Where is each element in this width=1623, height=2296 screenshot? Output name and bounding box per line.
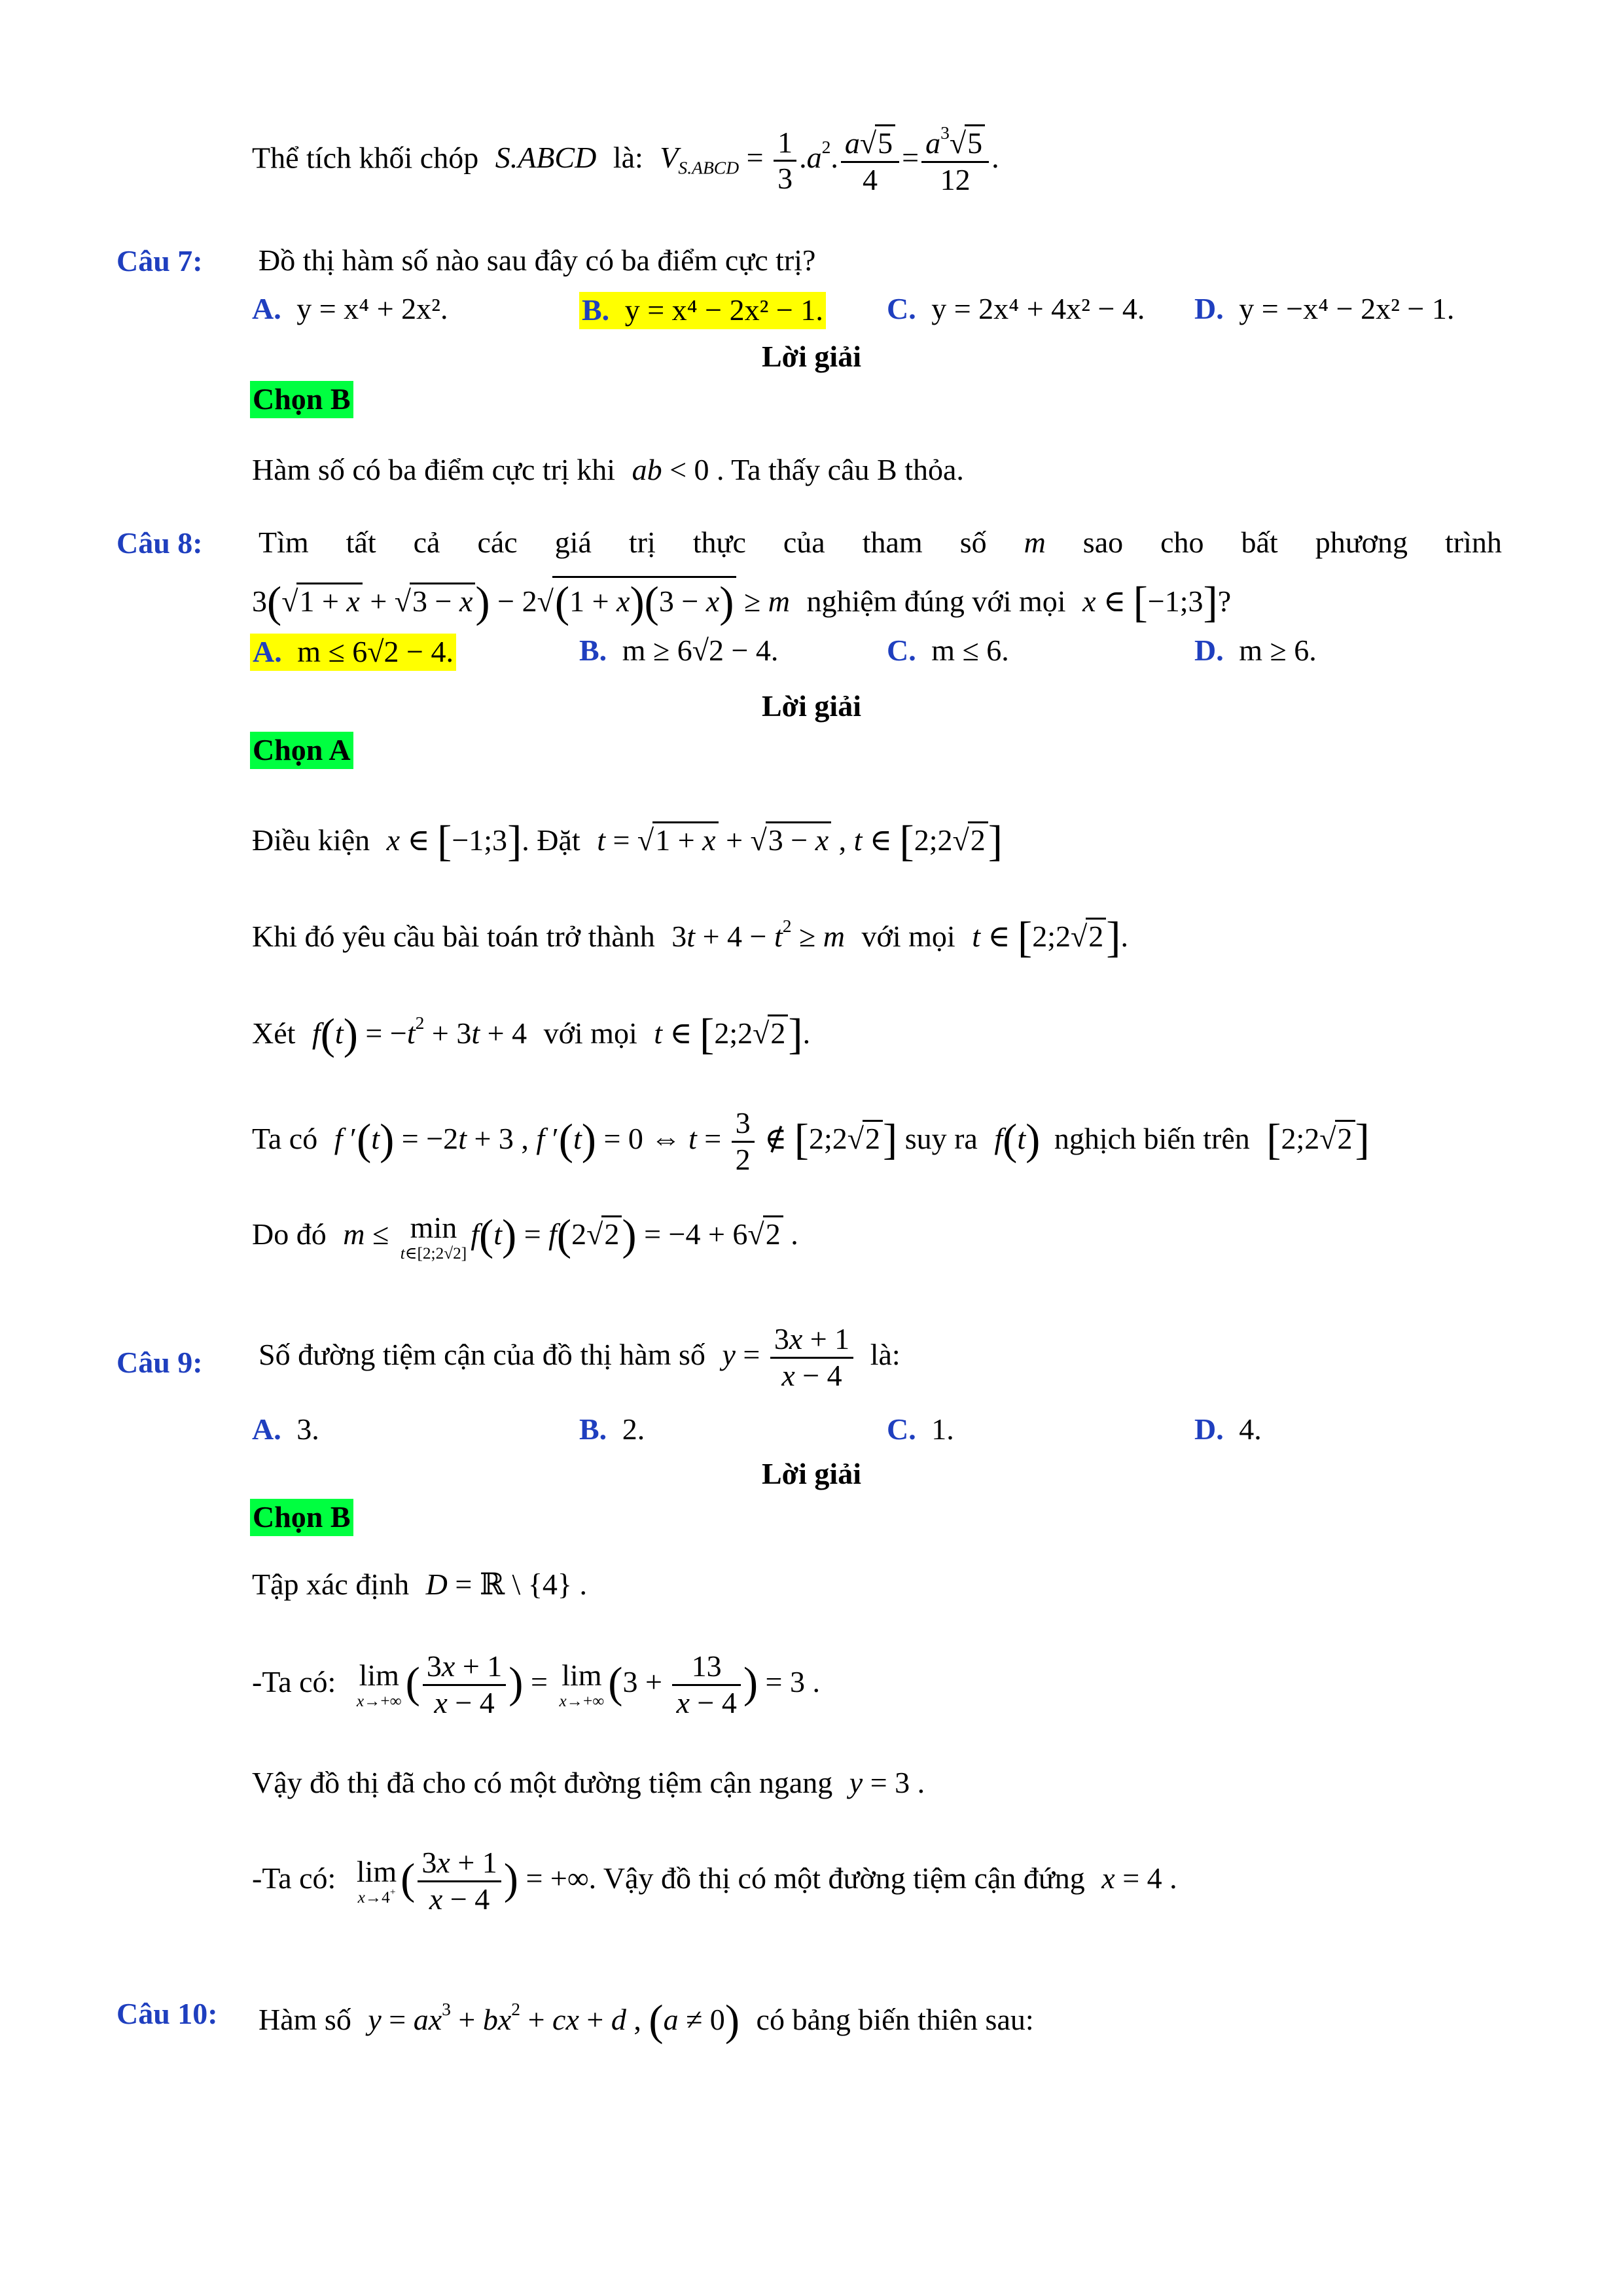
q8-solution-title: Lời giải xyxy=(762,689,861,723)
volume-line xyxy=(252,124,999,198)
option-letter: A. xyxy=(252,1412,281,1446)
option-letter: A. xyxy=(252,292,281,325)
q7-option-d[interactable] xyxy=(1194,292,1454,327)
q8-step3: Xét $f(t) = -t^2 + 3t + 4$ với mọi t ∈ [2;2√2]. xyxy=(252,1011,811,1058)
q9-option-c[interactable] xyxy=(887,1412,954,1447)
option-text: 1. xyxy=(931,1412,954,1446)
q9-step2: -Ta có: lim x→+∞ ( $\frac{3x + 1}{x - 4}$ ) = lim x→+∞ (3 + $\frac{13}{x - 4}$ ) = 3 . xyxy=(252,1649,820,1719)
volume-la: là: xyxy=(613,141,643,175)
q8-option-c[interactable] xyxy=(887,634,1009,668)
explanation-tail: . Ta thấy câu B thỏa. xyxy=(717,453,964,486)
q9-chosen: Chọn B xyxy=(250,1499,353,1536)
option-letter: D. xyxy=(1194,634,1224,667)
q8-line2-tail: nghiệm đúng với mọi xyxy=(806,584,1066,618)
q8-chosen: Chọn A xyxy=(250,732,353,769)
q8-option-b[interactable] xyxy=(579,634,778,668)
q8-step5: Do đó m ≤ min t∈[2;2√2] f(t) = f(2√2) = −4 + 6√2 . xyxy=(252,1211,798,1263)
q8-inequality: 3(√1 + x + √3 − x) − 2√(1 + x)(3 − x) ≥ m xyxy=(252,584,790,618)
option-text: y = 2x⁴ + 4x² − 4. xyxy=(931,292,1145,325)
volume-intro: Thể tích khối chóp xyxy=(252,141,479,175)
q9-step3: Vậy đồ thị đã cho có một đường tiệm cận ngang y = 3 . xyxy=(252,1766,925,1799)
q8-question-line1: Tìm tất cả các giá trị thực của tham số m sao cho bất phương trình xyxy=(259,526,1502,559)
q9-option-a[interactable] xyxy=(252,1412,319,1447)
q7-question: Đồ thị hàm số nào sau đây có ba điểm cực trị? xyxy=(259,243,816,277)
q9-option-b[interactable] xyxy=(579,1412,645,1447)
q7-option-b[interactable] xyxy=(579,292,826,329)
q8-step2: Khi đó yêu cầu bài toán trở thành $3t + 4 - t^2 \ge m$ với mọi t ∈ [2;2√2]. xyxy=(252,914,1128,961)
q9-step1: Tập xác định D = ℝ \ {4} . xyxy=(252,1568,587,1601)
option-letter: C. xyxy=(887,634,916,667)
option-letter: C. xyxy=(887,292,916,325)
option-text: m ≥ 6. xyxy=(1239,634,1317,667)
option-letter: B. xyxy=(579,1412,607,1446)
q9-question: Số đường tiệm cận của đồ thị hàm số y = $\frac{3x + 1}{x - 4}$ là: xyxy=(259,1322,901,1392)
option-letter: D. xyxy=(1194,1412,1224,1446)
q8-label: Câu 8: xyxy=(116,526,203,560)
pyramid-name: S.ABCD xyxy=(495,141,597,175)
q8-option-a[interactable] xyxy=(250,634,456,671)
option-letter: A. xyxy=(253,635,282,668)
option-letter: B. xyxy=(582,293,610,327)
q10-question: Hàm số $y = ax^3 + bx^2$ + cx + d , (a ≠ 0) có bảng biến thiên sau: xyxy=(259,1997,1034,2045)
option-text: 3. xyxy=(296,1412,319,1446)
q7-label: Câu 7: xyxy=(116,244,203,278)
volume-formula: $V_{S.ABCD}$ = $\frac{1}{3}$ $.a^2$. $\frac{a√5}{4}$ = $\frac{a^3√5}{12}$ . xyxy=(660,122,999,196)
option-text: m ≤ 6√2 − 4. xyxy=(297,635,454,668)
q8-question-line2: 3(√1 + x + √3 − x) − 2√(1 + x)(3 − x) ≥ m nghiệm đúng với mọi x ∈ [−1;3]? xyxy=(252,576,1231,628)
option-text: m ≥ 6√2 − 4. xyxy=(622,634,779,667)
q9-solution-title: Lời giải xyxy=(762,1457,861,1490)
explanation-text: Hàm số có ba điểm cực trị khi xyxy=(252,453,616,486)
option-text: y = x⁴ − 2x² − 1. xyxy=(624,293,823,327)
q7-option-c[interactable] xyxy=(887,292,1145,327)
q8-step4: Ta có f ′(t) = −2t + 3 , f ′(t) = 0 ⇔ t = $\frac{3}{2}$ ∉ [2;2√2] suy ra f(t) nghịch biến trên [2;2√2] xyxy=(252,1106,1370,1176)
q9-step4: -Ta có: lim x→4+ ( $\frac{3x + 1}{x - 4}$ ) = +∞. Vậy đồ thị có một đường tiệm cận đứng x = 4 . xyxy=(252,1846,1177,1916)
option-text: 4. xyxy=(1239,1412,1262,1446)
q8-step1: Điều kiện x ∈ [−1;3]. Đặt t = √1 + x + √3 − x , t ∈ [2;2√2] xyxy=(252,817,1003,865)
q10-label: Câu 10: xyxy=(116,1997,218,2030)
option-letter: B. xyxy=(579,634,607,667)
option-text: y = −x⁴ − 2x² − 1. xyxy=(1239,292,1455,325)
option-text: m ≤ 6. xyxy=(931,634,1009,667)
option-text: 2. xyxy=(622,1412,645,1446)
q7-chosen: Chọn B xyxy=(250,381,353,418)
q9-option-d[interactable] xyxy=(1194,1412,1262,1447)
q9-label: Câu 9: xyxy=(116,1346,203,1379)
option-letter: D. xyxy=(1194,292,1224,325)
option-letter: C. xyxy=(887,1412,916,1446)
q7-explanation: Hàm số có ba điểm cực trị khi ab < 0 . Ta thấy câu B thỏa. xyxy=(252,453,964,486)
option-text: y = x⁴ + 2x². xyxy=(296,292,448,325)
q7-solution-title: Lời giải xyxy=(762,340,861,373)
q7-option-a[interactable] xyxy=(252,292,448,327)
q8-option-d[interactable] xyxy=(1194,634,1317,668)
